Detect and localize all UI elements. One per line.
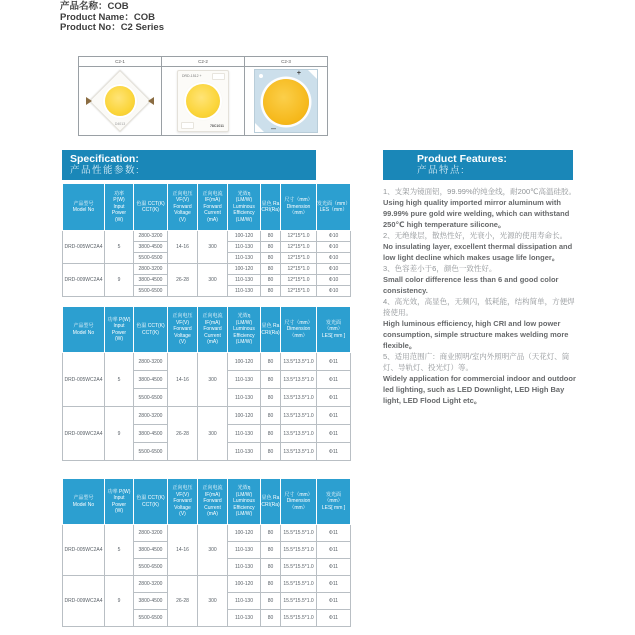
model-no-cell: DRD-009WC2A4 [63, 264, 105, 297]
cri-cell: 80 [261, 542, 281, 559]
spec-table [62, 306, 351, 461]
features-title-en: Product Features: [417, 153, 507, 165]
cri-cell: 80 [261, 610, 281, 627]
les-cell: Φ11 [317, 610, 351, 627]
spec-table-1-host [62, 183, 350, 297]
dimension-cell: 12*15*1.0 [281, 275, 317, 286]
luminous-efficiency-cell: 100-120 [228, 576, 261, 593]
les-cell: Φ11 [317, 593, 351, 610]
cct-cell: 2800-3200 [134, 264, 168, 275]
chip-marking-top: DRD-1512 + [182, 74, 202, 78]
cct-cell: 3800-4500 [134, 371, 168, 389]
dimension-cell: 12*15*1.0 [281, 242, 317, 253]
forward-voltage-cell: 26-28 [168, 264, 198, 297]
cct-cell: 5500-6500 [134, 389, 168, 407]
forward-voltage-cell: 26-28 [168, 576, 198, 627]
luminous-efficiency-cell: 100-120 [228, 231, 261, 242]
input-power-cell: 9 [105, 576, 134, 627]
column-header: 发光面（mm） LES（mm） [317, 184, 351, 231]
cri-cell: 80 [261, 242, 281, 253]
cct-cell: 2800-3200 [134, 407, 168, 425]
led-emitting-surface [105, 86, 135, 116]
dimension-cell: 12*15*1.0 [281, 286, 317, 297]
les-cell: Φ10 [317, 253, 351, 264]
cri-cell: 80 [261, 443, 281, 461]
les-cell: Φ11 [317, 407, 351, 425]
product-photo-c2-3 [245, 67, 327, 135]
forward-current-cell: 300 [198, 525, 228, 576]
corner-triangle-icon [308, 70, 317, 79]
luminous-efficiency-cell: 110-130 [228, 443, 261, 461]
chip-marking: D4013 [114, 122, 126, 126]
table-row [63, 353, 351, 371]
forward-current-cell: 300 [198, 231, 228, 264]
luminous-efficiency-cell: 100-120 [228, 264, 261, 275]
luminous-efficiency-cell: 110-130 [228, 253, 261, 264]
luminous-efficiency-cell: 110-130 [228, 559, 261, 576]
cri-cell: 80 [261, 576, 281, 593]
column-header: 尺寸（mm） Dimension （mm） [281, 184, 317, 231]
les-cell: Φ11 [317, 542, 351, 559]
luminous-efficiency-cell: 110-130 [228, 371, 261, 389]
cct-cell: 2800-3200 [134, 231, 168, 242]
feature-text-zh: 2、无绝缘层，散热性好，光衰小，光源的使用寿命长。 [383, 231, 568, 240]
cct-cell: 5500-6500 [134, 253, 168, 264]
forward-current-cell: 300 [198, 576, 228, 627]
image-label: C2-1 [79, 57, 161, 67]
cct-cell: 5500-6500 [134, 286, 168, 297]
column-header: 产品型号 Model No [63, 307, 105, 353]
column-header: 正向电压 VF(V) Forward Voltage (V) [168, 307, 198, 353]
dimension-cell: 13.5*13.5*1.0 [281, 407, 317, 425]
luminous-efficiency-cell: 100-120 [228, 407, 261, 425]
feature-text-zh: 3、色容差小于6，颜色一致性好。 [383, 264, 497, 273]
luminous-efficiency-cell: 110-130 [228, 286, 261, 297]
cct-cell: 2800-3200 [134, 525, 168, 542]
column-header: 正向电流 IF(mA) Forward Current (mA) [198, 184, 228, 231]
column-header: 色温 CCT(K) CCT(K) [134, 479, 168, 525]
column-header: 功率 P(W) Input Power (W) [105, 307, 134, 353]
dimension-cell: 15.5*15.5*1.0 [281, 525, 317, 542]
les-cell: Φ11 [317, 353, 351, 371]
input-power-cell: 5 [105, 525, 134, 576]
feature-text-en: Using high quality imported mirror aluminum with 99.99% pure gold wire welding, which can withstand 250℃ high temperature silicone。 [383, 198, 570, 229]
column-header: 显色 Ra CRI(Ra) [261, 307, 281, 353]
specification-title-zh: 产品性能参数: [70, 165, 141, 176]
column-header: 正向电流 IF(mA) Forward Current (mA) [198, 307, 228, 353]
solder-pad [181, 122, 194, 129]
cri-cell: 80 [261, 353, 281, 371]
cct-cell: 2800-3200 [134, 576, 168, 593]
product-photo-c2-1 [79, 67, 161, 135]
polarity-triangle-icon [86, 97, 92, 105]
table-row [63, 576, 351, 593]
cct-cell: 3800-4500 [134, 275, 168, 286]
cct-cell: 3800-4500 [134, 542, 168, 559]
feature-text-zh: 1、支架为镜面铝，99.99%的纯金线，耐200℃高温硅胶。 [383, 187, 577, 196]
column-header: 色温 CCT(K) CCT(K) [134, 307, 168, 353]
column-header: 尺寸（mm） Dimension （mm） [281, 479, 317, 525]
features-list [383, 186, 579, 406]
dimension-cell: 15.5*15.5*1.0 [281, 576, 317, 593]
led-board-rect [177, 70, 229, 132]
dimension-cell: 13.5*13.5*1.0 [281, 443, 317, 461]
features-title-zh: 产品特点: [417, 165, 466, 176]
column-header: 光效η (LM/W) Luminous Efficiency (LM/W) [228, 184, 261, 231]
cri-cell: 80 [261, 425, 281, 443]
luminous-efficiency-cell: 110-130 [228, 389, 261, 407]
forward-voltage-cell: 26-28 [168, 407, 198, 461]
forward-current-cell: 300 [198, 264, 228, 297]
chip-marking-bottom: 78C1011 [209, 124, 224, 128]
luminous-efficiency-cell: 110-130 [228, 242, 261, 253]
cct-cell: 5500-6500 [134, 559, 168, 576]
dimension-cell: 15.5*15.5*1.0 [281, 610, 317, 627]
column-header: 色温 CCT(K) CCT(K) [134, 184, 168, 231]
product-photo-c2-2 [162, 67, 244, 135]
corner-triangle-icon [255, 123, 264, 132]
product-image-column-c2-1 [79, 57, 162, 135]
cct-cell: 3800-4500 [134, 242, 168, 253]
feature-text-zh: 4、高光效，高显色，无频闪，低耗能，结构简单，方便焊接使用。 [383, 297, 575, 317]
dimension-cell: 15.5*15.5*1.0 [281, 542, 317, 559]
les-cell: Φ11 [317, 389, 351, 407]
les-cell: Φ11 [317, 425, 351, 443]
dimension-cell: 15.5*15.5*1.0 [281, 559, 317, 576]
cct-cell: 3800-4500 [134, 593, 168, 610]
model-no-cell: DRD-009WC2A4 [63, 576, 105, 627]
column-header: 尺寸（mm） Dimension （mm） [281, 307, 317, 353]
minus-mark-icon: – [271, 123, 277, 133]
les-cell: Φ10 [317, 275, 351, 286]
led-board-square [254, 69, 318, 133]
polarity-triangle-icon [148, 97, 154, 105]
dimension-cell: 13.5*13.5*1.0 [281, 425, 317, 443]
forward-current-cell: 300 [198, 353, 228, 407]
model-no-cell: DRD-005WC2A4 [63, 525, 105, 576]
table-row [63, 525, 351, 542]
column-header: 光效η (LM/W) Luminous Efficiency (LM/W) [228, 479, 261, 525]
les-cell: Φ11 [317, 559, 351, 576]
cri-cell: 80 [261, 371, 281, 389]
luminous-efficiency-cell: 110-130 [228, 275, 261, 286]
feature-text-en: No insulating layer, excellent thermal dissipation and low light decline which makes usage life longer。 [383, 242, 573, 262]
spec-table-3-host [62, 478, 350, 627]
column-header: 发光面 （mm） LES[ mm ] [317, 307, 351, 353]
cri-cell: 80 [261, 253, 281, 264]
specification-header-bar [62, 150, 316, 180]
forward-voltage-cell: 14-16 [168, 353, 198, 407]
product-image-column-c2-2 [162, 57, 245, 135]
plus-mark-icon: + [296, 70, 301, 77]
spec-table [62, 183, 351, 297]
dimension-cell: 12*15*1.0 [281, 253, 317, 264]
column-header: 发光面 （mm） LES[ mm ] [317, 479, 351, 525]
column-header: 产品型号 Model No [63, 479, 105, 525]
cri-cell: 80 [261, 593, 281, 610]
alignment-dot [259, 74, 263, 78]
luminous-efficiency-cell: 110-130 [228, 593, 261, 610]
cct-cell: 5500-6500 [134, 443, 168, 461]
dimension-cell: 13.5*13.5*1.0 [281, 389, 317, 407]
features-header-bar [383, 150, 573, 180]
input-power-cell: 9 [105, 264, 134, 297]
column-header: 正向电流 IF(mA) Forward Current (mA) [198, 479, 228, 525]
forward-voltage-cell: 14-16 [168, 525, 198, 576]
les-cell: Φ10 [317, 231, 351, 242]
product-images-strip [78, 56, 328, 136]
product-name-en: Product Name：COB [60, 11, 156, 23]
image-label: C2-3 [245, 57, 327, 67]
column-header: 显色 Ra CRI(Ra) [261, 479, 281, 525]
led-emitting-surface [263, 79, 309, 125]
column-header: 显色 Ra CRI(Ra) [261, 184, 281, 231]
spec-table-2-host [62, 306, 350, 461]
column-header: 产品型号 Model No [63, 184, 105, 231]
led-emitting-surface [186, 84, 220, 118]
solder-pad [212, 73, 225, 80]
les-cell: Φ11 [317, 443, 351, 461]
cri-cell: 80 [261, 264, 281, 275]
input-power-cell: 9 [105, 407, 134, 461]
model-no-cell: DRD-009WC2A4 [63, 407, 105, 461]
title-block [60, 2, 164, 34]
les-cell: Φ11 [317, 576, 351, 593]
les-cell: Φ10 [317, 264, 351, 275]
luminous-efficiency-cell: 110-130 [228, 425, 261, 443]
product-no: Product No：C2 Series [60, 22, 164, 33]
column-header: 功率 P(W) Input Power (W) [105, 479, 134, 525]
cri-cell: 80 [261, 275, 281, 286]
luminous-efficiency-cell: 110-130 [228, 610, 261, 627]
input-power-cell: 5 [105, 231, 134, 264]
table-row [63, 231, 351, 242]
cri-cell: 80 [261, 286, 281, 297]
dimension-cell: 12*15*1.0 [281, 231, 317, 242]
column-header: 正向电压 VF(V) Forward Voltage (V) [168, 184, 198, 231]
luminous-efficiency-cell: 100-120 [228, 525, 261, 542]
product-image-column-c2-3 [245, 57, 327, 135]
luminous-efficiency-cell: 100-120 [228, 353, 261, 371]
specification-title-en: Specification: [70, 153, 139, 165]
cri-cell: 80 [261, 559, 281, 576]
column-header: 正向电压 VF(V) Forward Voltage (V) [168, 479, 198, 525]
cri-cell: 80 [261, 231, 281, 242]
feature-text-zh: 5、适用范围广：商业照明/室内外照明产品（天花灯、筒灯、导轨灯、投光灯）等。 [383, 352, 570, 372]
model-no-cell: DRD-005WC2A4 [63, 353, 105, 407]
luminous-efficiency-cell: 110-130 [228, 542, 261, 559]
model-no-cell: DRD-005WC2A4 [63, 231, 105, 264]
cri-cell: 80 [261, 407, 281, 425]
dimension-cell: 13.5*13.5*1.0 [281, 371, 317, 389]
feature-text-en: High luminous efficiency, high CRI and low power consumption, simple structure makes welding more flexible。 [383, 319, 569, 350]
feature-text-en: Widely application for commercial indoor and outdoor led lighting, such as LED Downlight, LED High Bay light, LED Flood Light etc。 [383, 374, 576, 405]
table-row [63, 264, 351, 275]
column-header: 光效η (LM/W) Luminous Efficiency (LM/W) [228, 307, 261, 353]
cct-cell: 5500-6500 [134, 610, 168, 627]
cct-cell: 2800-3200 [134, 353, 168, 371]
product-name-zh: 产品名称：COB [60, 1, 129, 12]
cri-cell: 80 [261, 525, 281, 542]
cri-cell: 80 [261, 389, 281, 407]
forward-current-cell: 300 [198, 407, 228, 461]
image-label: C2-2 [162, 57, 244, 67]
les-cell: Φ11 [317, 525, 351, 542]
spec-table [62, 478, 351, 627]
table-row [63, 407, 351, 425]
dimension-cell: 12*15*1.0 [281, 264, 317, 275]
dimension-cell: 13.5*13.5*1.0 [281, 353, 317, 371]
les-cell: Φ10 [317, 286, 351, 297]
column-header: 功率 P(W) Input Power (W) [105, 184, 134, 231]
forward-voltage-cell: 14-16 [168, 231, 198, 264]
les-cell: Φ10 [317, 242, 351, 253]
cct-cell: 3800-4500 [134, 425, 168, 443]
dimension-cell: 15.5*15.5*1.0 [281, 593, 317, 610]
les-cell: Φ11 [317, 371, 351, 389]
feature-text-en: Small color difference less than 6 and good color consistency. [383, 275, 559, 295]
input-power-cell: 5 [105, 353, 134, 407]
